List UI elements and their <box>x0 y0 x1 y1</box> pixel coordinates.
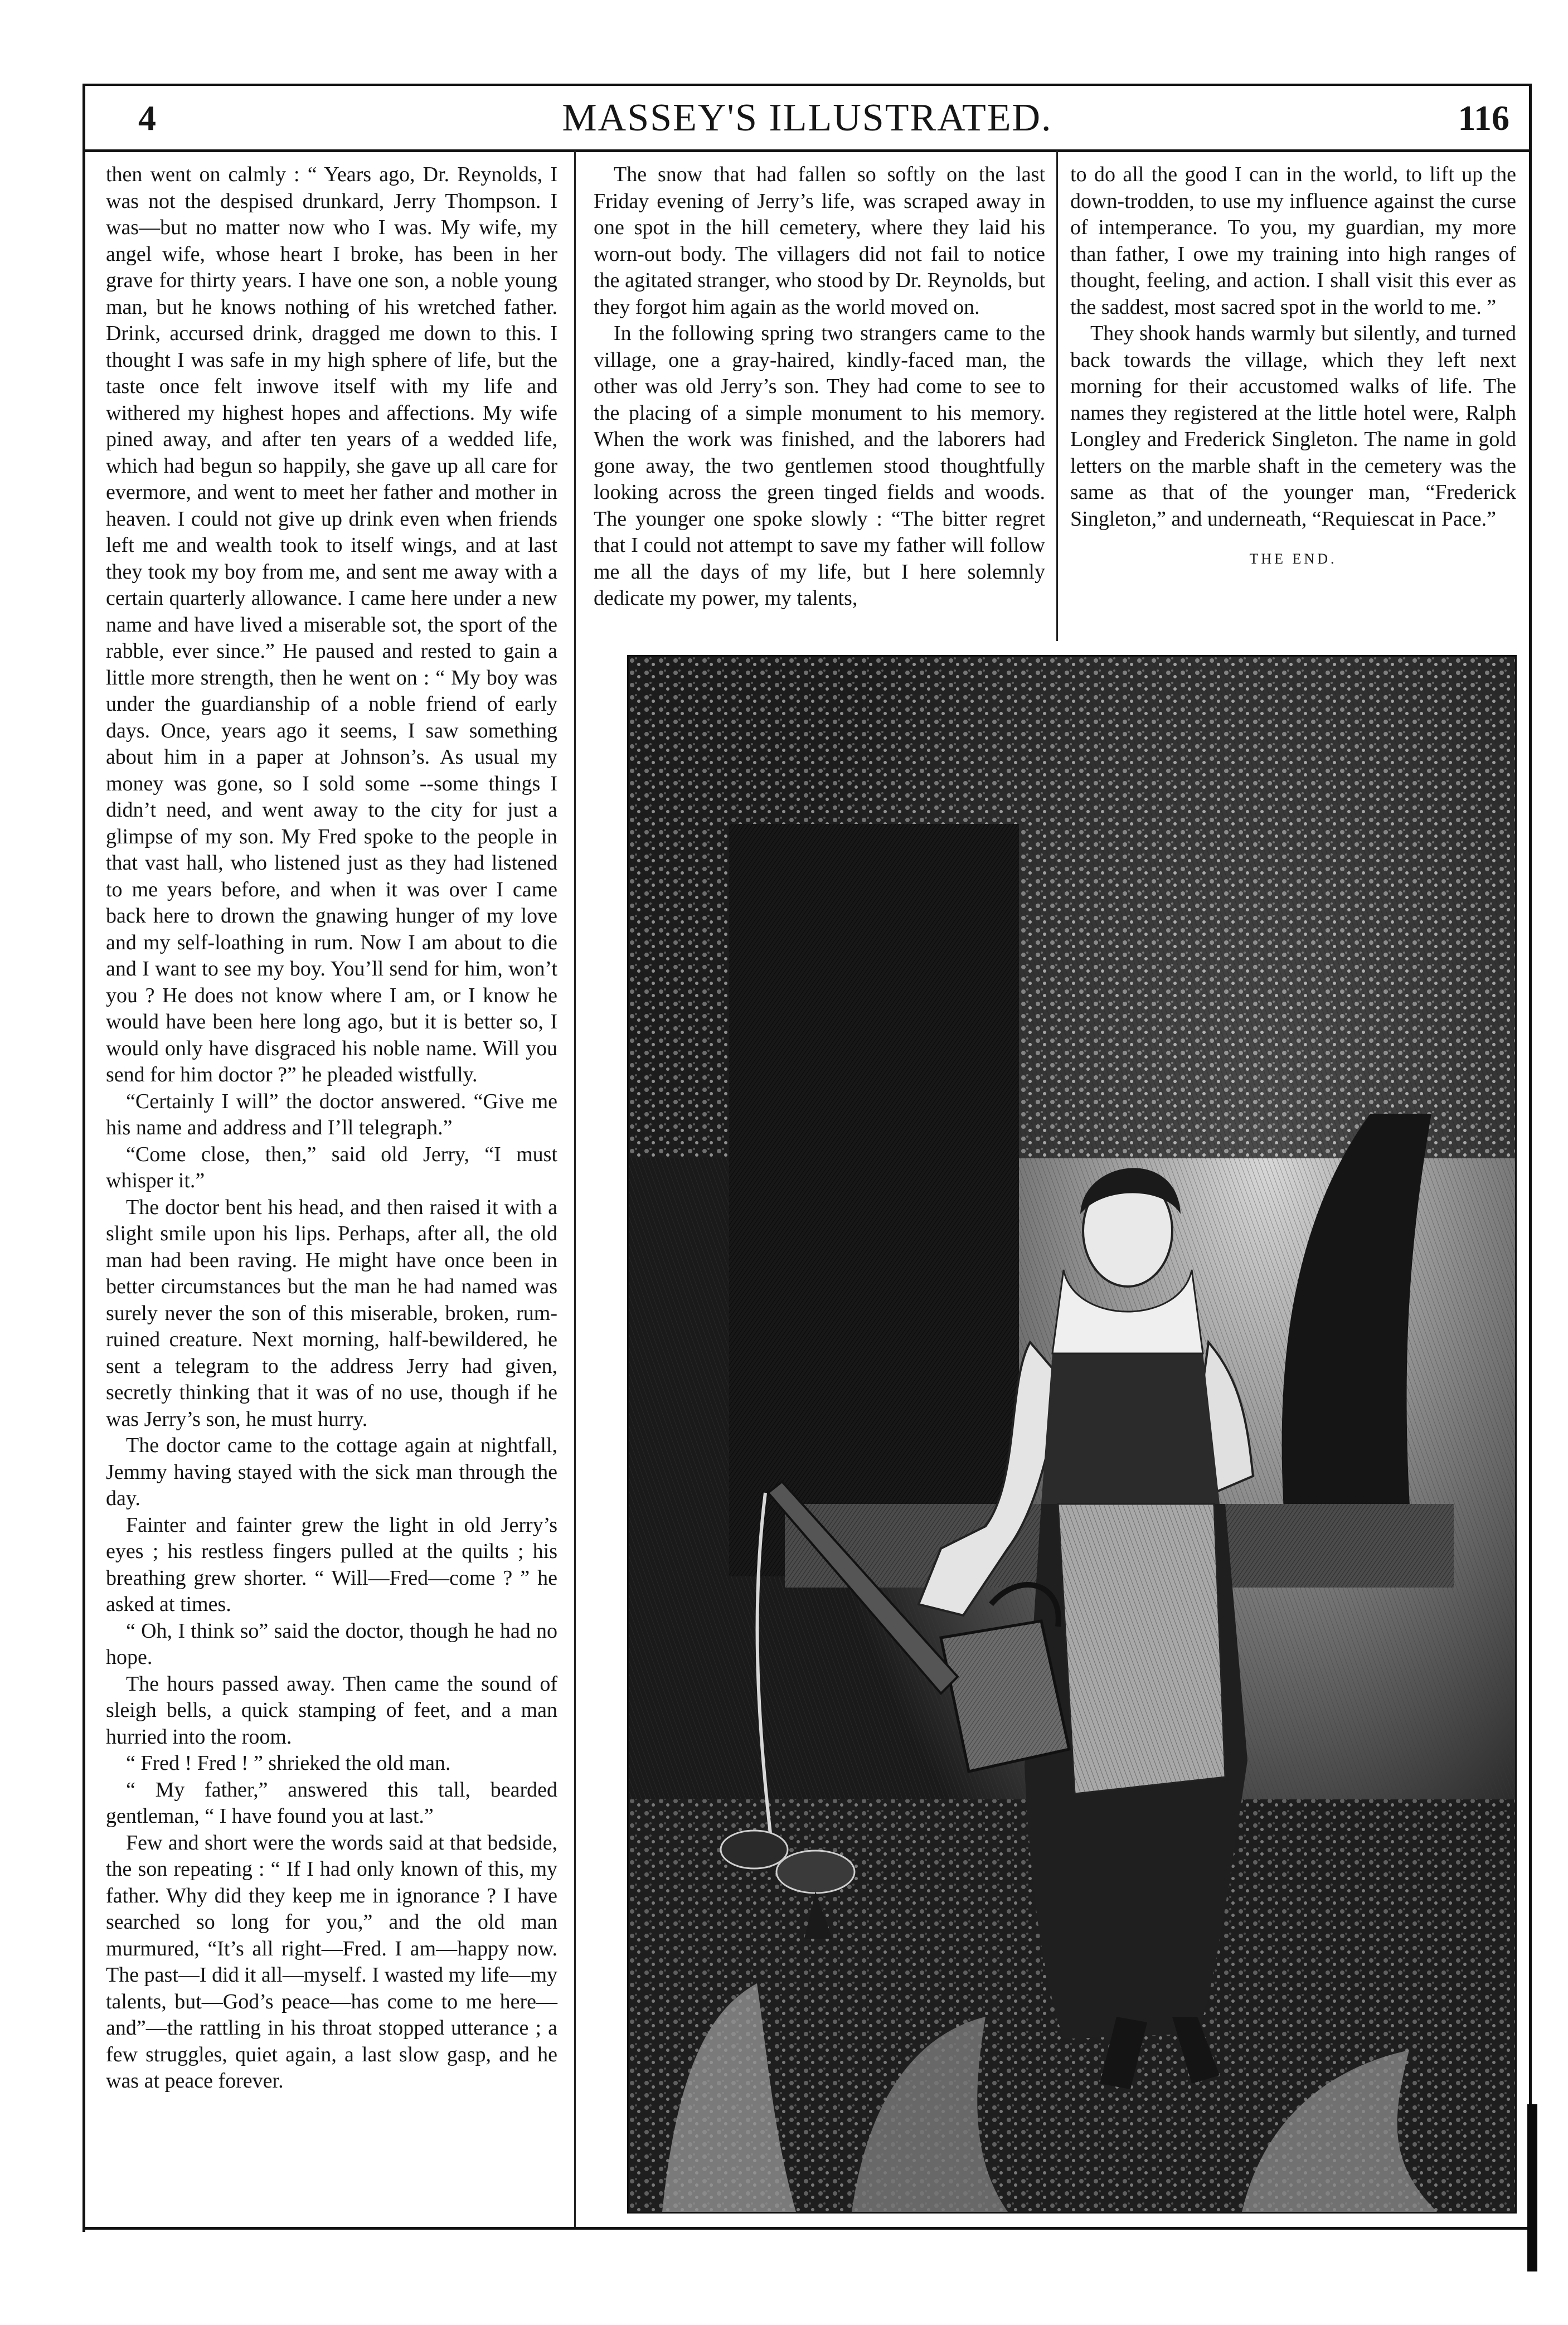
page-header <box>82 84 1532 149</box>
scan-edge-mark <box>1527 2104 1537 2271</box>
paragraph: to do all the good I can in the world, to lift up the down-trodden, to use my influence against the curse of intemperance. To you, my guardian, my more than father, I owe my training into high ranges of thought, feeling, and action. I shall visit this ever as the saddest, most sacred spot in the world to me. ” <box>1070 163 1516 319</box>
paragraph: “ My father,” answered this tall, bearded gentleman, “ I have found you at last.” <box>106 1778 557 1828</box>
the-end-mark: THE END. <box>1249 551 1337 567</box>
paragraph: Few and short were the words said at that bedside, the son repeating : “ If I had only known of this, my father. Why did they keep me in ignorance ? I have searched so long for you,” and the old man murmured, “It’s all right—Fred. I am—happy now. The past—I did it all—myself. I wasted my life—my talents, but—God’s peace—has come to me here—and”—the rattling in his throat stopped utterance ; a few struggles, quiet again, a last slow gasp, and he was at peace forever. <box>106 1831 557 2093</box>
text-column-1 <box>106 162 557 2095</box>
text-column-2 <box>594 162 1045 612</box>
column-divider-1 <box>574 151 576 2227</box>
text-column-3 <box>1070 162 1516 572</box>
paragraph: then went on calmly : “ Years ago, Dr. Reynolds, I was not the despised drunkard, Jerry Thompson. I was—but no matter now who I was. My wife, my angel wife, whose heart I broke, has been in her grave for thirty years. I have one son, a noble young man, but he knows nothing of his wretched father. Drink, accursed drink, dragged me down to this. I thought I was safe in my high sphere of life, but the taste once felt inwove itself with my life and withered my highest hopes and affections. My wife pined away, and after ten years of a wedded life, which had begun so happily, she gave up all care for evermore, and went to meet her father and mother in heaven. I could not give up drink even when friends left me and wealth took to itself wings, and at last they took my boy from me, and sent me away with a certain quarterly allowance. I came here under a new name and have lived a miserable sot, the sport of the rabble, ever since.” He paused and rested to gain a little more strength, then he went on : “ My boy was under the guardianship of a noble friend of early days. Once, years ago it seems, I saw something about him in a paper at Johnson’s. As usual my money was gone, so I sold some --some things I didn’t need, and went away to the city for just a glimpse of my son. My Fred spoke to the people in that vast hall, who listened just as they had listened to me years before, and when it was over I came back here to drown the gnawing hunger of my love and my self-loathing in rum. Now I am about to die and I want to see my boy. You’ll send for him, won’t you ? He does not know where I am, or I know he would have been here long ago, but it is better so, I would only have disgraced his noble name. Will you send for him doctor ?” he pleaded wistfully. <box>106 163 557 1086</box>
paragraph: “Come close, then,” said old Jerry, “I must whisper it.” <box>106 1142 557 1192</box>
journal-title: MASSEY'S ILLUSTRATED. <box>562 96 1052 139</box>
paragraph: Fainter and fainter grew the light in old Jerry’s eyes ; his restless fingers pulled at the quilts ; his breathing grew shorter. “ Will—Fred—come ? ” he asked at times. <box>106 1513 557 1616</box>
paragraph: “ Oh, I think so” said the doctor, though he had no hope. <box>106 1619 557 1669</box>
paragraph: “Certainly I will” the doctor answered. “Give me his name and address and I’ll telegraph.” <box>106 1089 557 1139</box>
girl-with-watering-can-engraving <box>629 657 1515 2212</box>
paragraph: In the following spring two strangers came to the village, one a gray-haired, kindly-faced man, the other was old Jerry’s son. They had come to see to the placing of a simple monument to his memory. When the work was finished, and the laborers had gone away, the two gentlemen stood thoughtfully looking across the green tinged fields and woods. The younger one spoke slowly : “The bitter regret that I could not attempt to save my father will follow me all the days of my life, but I here solemnly dedicate my power, my talents, <box>594 322 1045 610</box>
paragraph: The doctor came to the cottage again at nightfall, Jemmy having stayed with the sick man through the day. <box>106 1434 557 1510</box>
paragraph: The doctor bent his head, and then raised it with a slight smile upon his lips. Perhaps, after all, the old man had been raving. He might have once been in better circumstances but the man he had named was surely never the son of this miserable, broken, rum-ruined creature. Next morning, half-bewildered, he sent a telegram to the address Jerry had given, secretly thinking that it was of no use, though if he was Jerry’s son, he must hurry. <box>106 1195 557 1431</box>
page-number-left: 4 <box>138 98 156 138</box>
paragraph: The snow that had fallen so softly on the last Friday evening of Jerry’s life, was scraped away in one spot in the hill cemetery, where they laid his worn-out body. The villagers did not fail to notice the agitated stranger, who stood by Dr. Reynolds, but they forgot him again as the world moved on. <box>594 163 1045 319</box>
paragraph: “ Fred ! Fred ! ” shrieked the old man. <box>126 1751 451 1775</box>
page-number-right: 116 <box>1458 98 1509 138</box>
paragraph: They shook hands warmly but silently, and turned back towards the village, which they left next morning for their accustomed walks of life. The names they registered at the little hotel were, Ralph Longley and Frederick Singleton. The name in gold letters on the marble shaft in the cemetery was the same as that of the younger man, “Frederick Singleton,” and underneath, “Requiescat in Pace.” <box>1070 322 1516 531</box>
engraving-illustration <box>627 655 1517 2214</box>
bottom-rule <box>82 2227 1532 2230</box>
paragraph: The hours passed away. Then came the sound of sleigh bells, a quick stamping of feet, and a man hurried into the room. <box>106 1672 557 1749</box>
header-rule <box>82 149 1532 152</box>
column-divider-2 <box>1056 151 1058 641</box>
